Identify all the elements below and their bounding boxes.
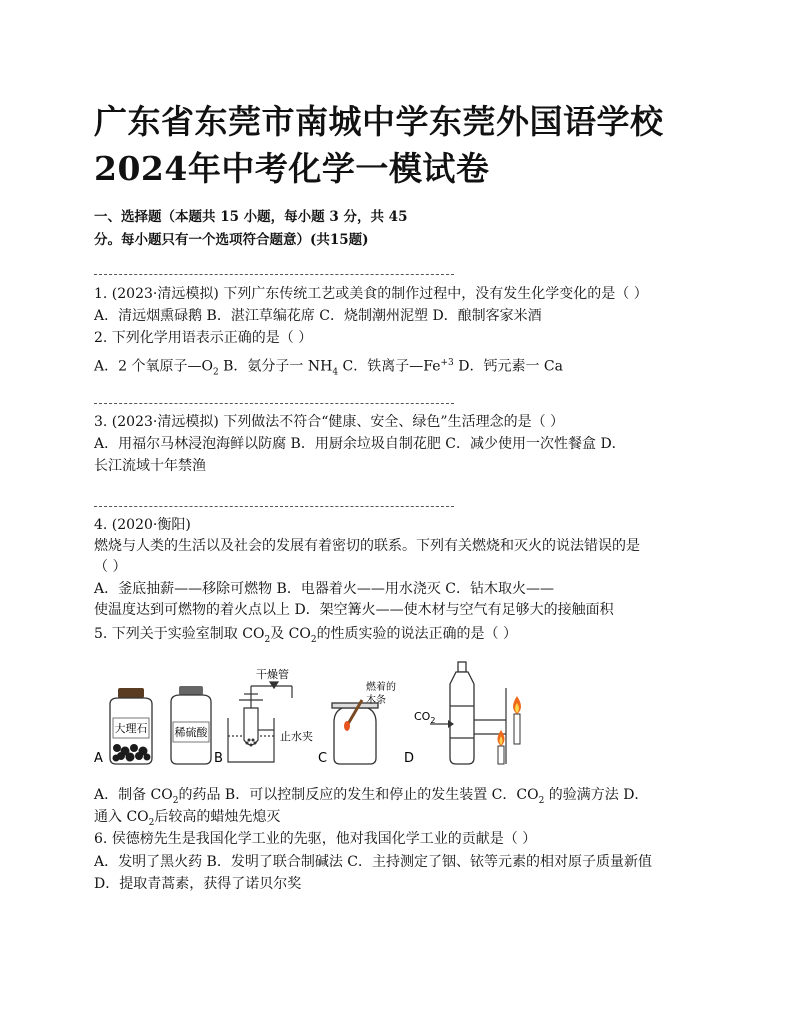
candle-tall — [513, 696, 521, 744]
question-5-figure — [94, 658, 684, 770]
q5-opt-sub3: 2 — [148, 817, 155, 828]
q2-option-c-sup: +3 — [440, 358, 454, 368]
q2-option-b: B．氨分子一 NH — [218, 358, 333, 375]
question-6-stem: 6. 侯德榜先生是我国化学工业的先驱，他对我国化学工业的贡献是（ ） — [94, 831, 537, 847]
stick-label-line2: 木条 — [366, 695, 386, 706]
question-4-source: 4. (2020·衡阳) — [94, 517, 191, 533]
separator-line — [94, 403, 454, 404]
separator-line — [94, 506, 454, 507]
q5-stem-part3: 的性质实验的说法正确的是（ ） — [316, 626, 518, 642]
q2-option-c: C．铁离子—Fe — [338, 358, 441, 375]
co2-bottle — [450, 662, 474, 764]
question-2-stem: 2. 下列化学用语表示正确的是（ ） — [94, 330, 313, 346]
q5-stem-part1: 5. 下列关于实验室制取 CO — [94, 626, 265, 642]
drying-tube-label: 干燥管 — [256, 668, 289, 681]
q5-opt-sub1: 2 — [172, 795, 179, 806]
question-4-options-line1: A．釜底抽薪——移除可燃物 B．电器着火——用水浇灭 C．钻木取火—— — [94, 581, 555, 597]
q5-opt-part4: 通入 CO — [94, 809, 149, 825]
q5-opt-part3: 的验满方法 D． — [544, 787, 649, 803]
jar-b-label: 稀硫酸 — [174, 726, 208, 739]
q5-stem-part2: 及 CO — [270, 626, 311, 642]
separator-line — [94, 274, 454, 275]
q2-option-b-sub: 4 — [332, 367, 339, 378]
candle-short — [498, 730, 505, 764]
question-4-stem-line2: （ ） — [94, 559, 127, 575]
figure-label-d: D — [404, 751, 415, 766]
q2-option-a-sub: 2 — [212, 367, 219, 378]
q2-option-a: A．2 个氧原子—O — [94, 358, 213, 375]
q5-opt-part2: 的药品 B．可以控制反应的发生和停止的发生装置 C．CO — [178, 787, 539, 803]
question-5-options-line1 — [94, 786, 648, 810]
section-heading-line1: 一、选择题（本题共 15 小题，每小题 3 分，共 45 — [94, 209, 408, 225]
figure-label-a: A — [94, 751, 103, 766]
question-3-options-line1: A．用福尔马林浸泡海鲜以防腐 B．用厨余垃圾自制花肥 C．减少使用一次性餐盒 D． — [94, 436, 626, 452]
drying-tube-apparatus — [228, 682, 292, 762]
jar-dilute-acid — [171, 686, 211, 764]
page-title-line1: 广东省东莞市南城中学东莞外国语学校 — [94, 102, 664, 141]
question-1-stem: 1. (2023·清远模拟) 下列广东传统工艺或美食的制作过程中，没有发生化学变化的是（ ） — [94, 286, 648, 302]
question-5-stem — [94, 625, 517, 649]
q5-opt-part1: A．制备 CO — [94, 787, 173, 803]
question-4-stem-line1: 燃烧与人类的生活以及社会的发展有着密切的联系。下列有关燃烧和灭火的说法错误的是 — [94, 538, 640, 554]
figure-label-b: B — [214, 751, 223, 766]
section-heading-line2: 分。每小题只有一个选项符合题意）(共15题) — [94, 232, 369, 248]
question-6-options-line2: D．提取青蒿素，获得了诺贝尔奖 — [94, 876, 302, 892]
q5-stem-sub1: 2 — [264, 634, 271, 645]
figure-label-c: C — [318, 751, 328, 766]
clamp-label: 止水夹 — [280, 730, 313, 743]
question-5-options-line2 — [94, 808, 280, 832]
question-2-options — [94, 354, 563, 381]
question-1-options: A．清远烟熏碌鹅 B．湛江草编花席 C．烧制潮州泥塑 D．酿制客家米酒 — [94, 308, 542, 324]
page-title-line2: 2024年中考化学一模试卷 — [94, 149, 490, 188]
q5-opt-part5: 后较高的蜡烛先熄灭 — [154, 809, 281, 825]
co2-label: $CO_2$ — [414, 710, 436, 725]
question-3-options-line2: 长江流域十年禁渔 — [94, 458, 206, 474]
q2-option-d: D．钙元素一 Ca — [453, 358, 563, 375]
question-3-stem: 3. (2023·清远模拟) 下列做法不符合“健康、安全、绿色”生活理念的是（ ） — [94, 414, 565, 430]
stick-label-line1: 燃着的 — [366, 682, 396, 693]
question-6-options-line1: A．发明了黑火药 B．发明了联合制碱法 C．主持测定了铟、铱等元素的相对原子质量新值 — [94, 854, 653, 870]
jar-marble — [110, 688, 152, 764]
question-4-options-line2: 使温度达到可燃物的着火点以上 D．架空篝火——使木材与空气有足够大的接触面积 — [94, 602, 614, 618]
q5-stem-sub2: 2 — [310, 634, 317, 645]
q5-opt-sub2: 2 — [538, 795, 545, 806]
jar-a-label: 大理石 — [114, 722, 148, 735]
